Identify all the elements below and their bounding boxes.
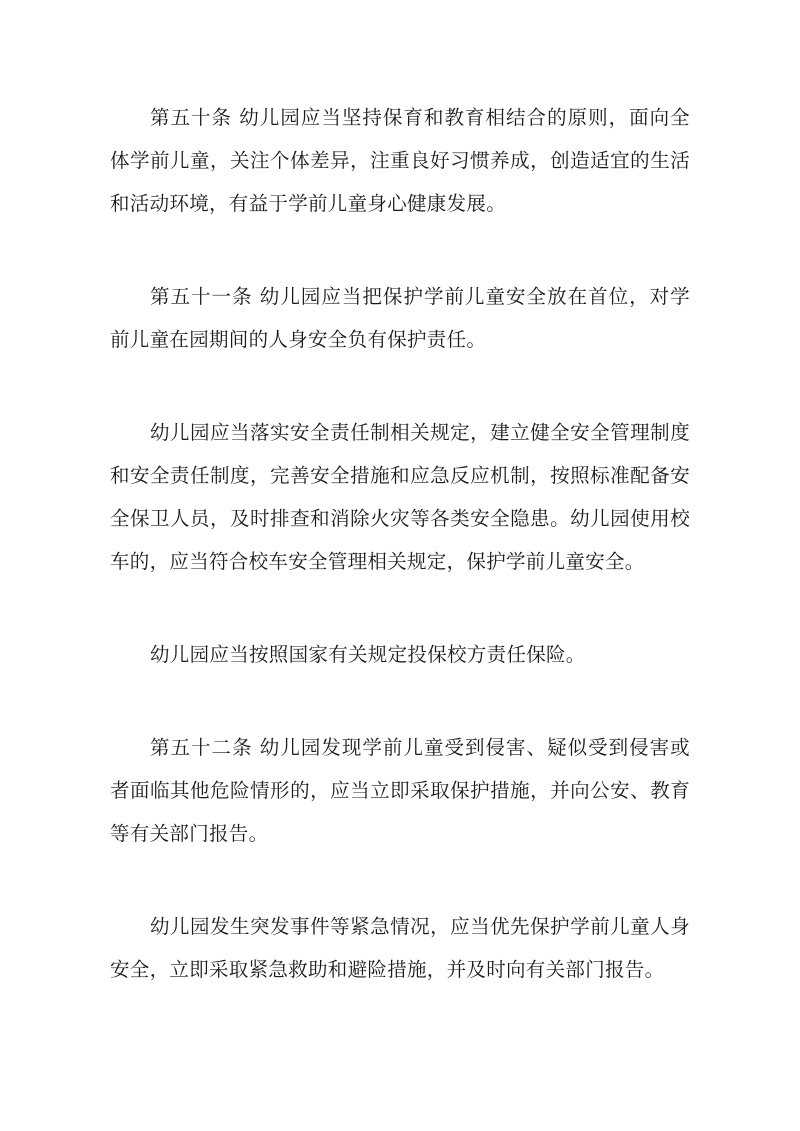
paragraph-safety-responsibility: 幼儿园应当落实安全责任制相关规定，建立健全安全管理制度和安全责任制度，完善安全措施和应急反应机制，按照标准配备安全保卫人员，及时排查和消除火灾等各类安全隐患。幼儿园使用校车的，应当符合校车安全管理相关规定，保护学前儿童安全。 [110, 421, 690, 573]
paragraph-insurance: 幼儿园应当按照国家有关规定投保校方责任保险。 [150, 643, 586, 666]
paragraph-article-51: 第五十一条 幼儿园应当把保护学前儿童安全放在首位，对学前儿童在园期间的人身安全负有保护责任。 [110, 285, 690, 351]
document-page [110, 96, 690, 991]
paragraph-emergency: 幼儿园发生突发事件等紧急情况，应当优先保护学前儿童人身安全，立即采取紧急救助和避险措施，并及时向有关部门报告。 [110, 915, 690, 981]
paragraph-article-50: 第五十条 幼儿园应当坚持保育和教育相结合的原则，面向全体学前儿童，关注个体差异，注重良好习惯养成，创造适宜的生活和活动环境，有益于学前儿童身心健康发展。 [110, 106, 690, 215]
paragraph-article-52: 第五十二条 幼儿园发现学前儿童受到侵害、疑似受到侵害或者面临其他危险情形的，应当立即采取保护措施，并向公安、教育等有关部门报告。 [110, 736, 690, 845]
